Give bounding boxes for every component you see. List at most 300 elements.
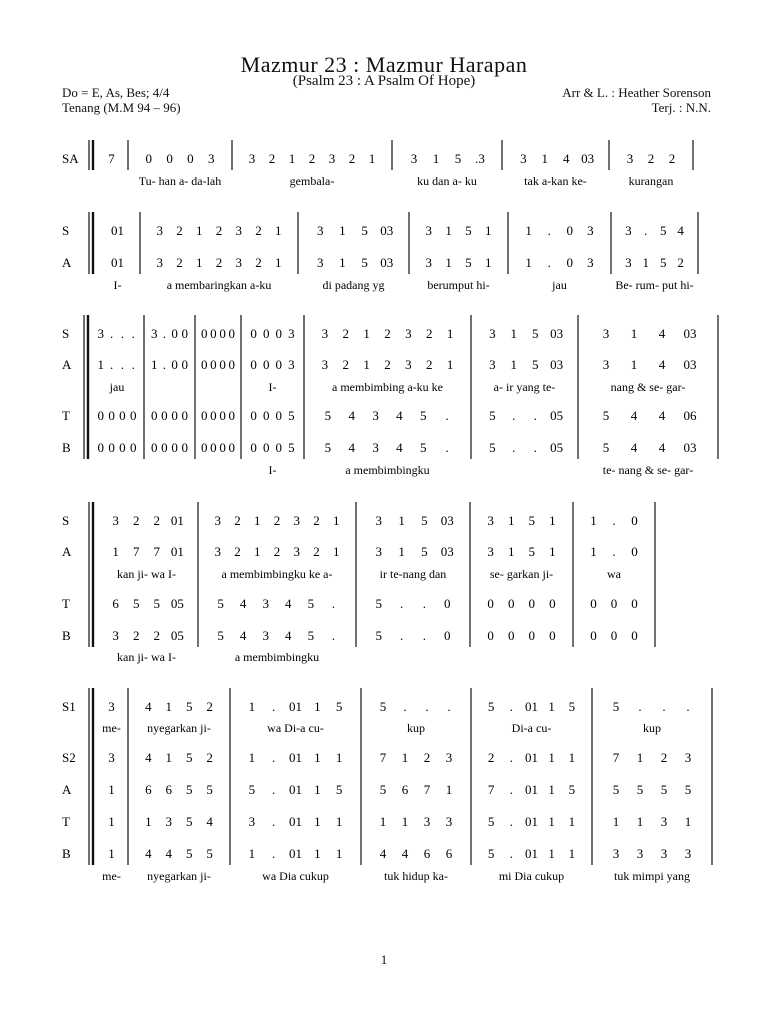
note: 3 — [626, 151, 634, 166]
note: 1 — [445, 223, 452, 238]
page-subtitle: (Psalm 23 : A Psalm Of Hope) — [292, 73, 476, 89]
note: 3 — [405, 357, 412, 372]
note: 3 — [425, 223, 433, 238]
note: 0 — [200, 326, 208, 341]
note: 1 — [636, 750, 644, 765]
note: 4 — [396, 408, 403, 423]
note: 3 — [316, 223, 324, 238]
note: 1 — [507, 544, 515, 559]
note: . — [131, 326, 135, 341]
note: 3 — [165, 814, 173, 829]
note: 1 — [630, 357, 638, 372]
note: 3 — [97, 326, 105, 341]
note: . — [120, 326, 125, 341]
note: 1 — [248, 846, 256, 861]
note: 1 — [398, 544, 405, 559]
note: 03 — [683, 440, 697, 455]
note: 3 — [248, 814, 256, 829]
voice-label: S — [62, 326, 70, 341]
note: 2 — [342, 357, 349, 372]
note: 01 — [289, 699, 302, 714]
note: 6 — [165, 782, 173, 797]
note: 01 — [170, 513, 184, 528]
note: 2 — [348, 151, 356, 166]
note: . — [272, 699, 276, 714]
note: 0 — [610, 596, 618, 611]
note: 1 — [108, 846, 115, 861]
note: 3 — [612, 846, 620, 861]
note: 3 — [602, 326, 610, 341]
note: . — [662, 699, 666, 714]
note: 0 — [443, 596, 451, 611]
note: 5 — [206, 846, 213, 861]
note: 1 — [636, 814, 644, 829]
note: . — [272, 750, 276, 765]
note: 03 — [550, 326, 564, 341]
note: 1 — [568, 750, 576, 765]
note: 0 — [161, 440, 168, 455]
note: 5 — [528, 513, 536, 528]
note: 01 — [525, 750, 538, 765]
note: 1 — [333, 513, 340, 528]
note: 3 — [587, 223, 594, 238]
note: . — [399, 596, 404, 611]
note: 1 — [335, 846, 343, 861]
note: 2 — [153, 513, 161, 528]
note: 3 — [625, 223, 632, 238]
lyric-text: a membimbingku — [345, 463, 430, 477]
note: . — [445, 408, 449, 423]
note: 5 — [421, 544, 428, 559]
note: . — [547, 223, 551, 238]
note: 01 — [289, 846, 302, 861]
note: . — [162, 326, 167, 341]
note: 0 — [228, 440, 236, 455]
note: 0 — [166, 151, 173, 166]
note: 5 — [487, 814, 495, 829]
note: 5 — [612, 782, 620, 797]
note: . — [533, 408, 537, 423]
note: 4 — [658, 440, 666, 455]
note: . — [509, 814, 513, 829]
note: 5 — [375, 628, 383, 643]
note: 2 — [215, 223, 223, 238]
note: 4 — [677, 223, 684, 238]
note: 3 — [375, 513, 383, 528]
note: 01 — [289, 782, 302, 797]
note: . — [403, 699, 407, 714]
note: 7 — [612, 750, 620, 765]
note: 3 — [112, 628, 119, 643]
note: 3 — [214, 544, 221, 559]
note: 3 — [489, 326, 496, 341]
lyric-text: wa Dia cukup — [262, 869, 329, 883]
note: 0 — [250, 440, 257, 455]
note: 01 — [170, 544, 184, 559]
note: 1 — [339, 223, 346, 238]
voice-label: S1 — [62, 699, 76, 714]
voice-label: T — [62, 814, 70, 829]
note: 3 — [293, 513, 300, 528]
note: 0 — [507, 596, 515, 611]
note: 0 — [200, 408, 208, 423]
note: 1 — [630, 326, 638, 341]
note: 0 — [145, 151, 153, 166]
note: 1 — [507, 513, 515, 528]
note: 5 — [288, 440, 295, 455]
note: 1 — [97, 357, 105, 372]
note: 3 — [248, 151, 256, 166]
note: 1 — [398, 513, 405, 528]
note: 5 — [660, 782, 668, 797]
lyric-text: a membimbingku ke a- — [221, 567, 333, 581]
voice-label: B — [62, 440, 71, 455]
note: 2 — [255, 255, 262, 270]
note: 0 — [210, 440, 217, 455]
note: 3 — [108, 699, 115, 714]
note: 0 — [119, 408, 126, 423]
note: 5 — [684, 782, 692, 797]
note: 7 — [108, 151, 115, 166]
note: 0 — [250, 408, 257, 423]
note: 5 — [132, 596, 140, 611]
note: 1 — [446, 326, 454, 341]
note: 5 — [454, 151, 462, 166]
note: 3 — [636, 846, 644, 861]
note: 2 — [176, 255, 183, 270]
note: 2 — [384, 326, 391, 341]
note: . — [331, 596, 336, 611]
note: 1 — [275, 255, 282, 270]
note: 4 — [206, 814, 213, 829]
voice-label: S — [62, 223, 70, 238]
note: 03 — [380, 255, 394, 270]
note: . — [425, 699, 429, 714]
note: 3 — [423, 814, 431, 829]
note: 1 — [368, 151, 376, 166]
lyric-text: a membaringkan a-ku — [166, 278, 272, 292]
note: 5 — [465, 255, 472, 270]
note: . — [109, 357, 114, 372]
note: 1 — [612, 814, 620, 829]
note: 3 — [288, 326, 295, 341]
note: 1 — [484, 223, 492, 238]
note: 1 — [108, 782, 115, 797]
note: 4 — [658, 357, 666, 372]
note: 01 — [289, 814, 302, 829]
note: 3 — [684, 846, 692, 861]
note: 5 — [487, 846, 495, 861]
note: 1 — [335, 814, 343, 829]
note: 1 — [548, 750, 555, 765]
note: . — [109, 326, 114, 341]
note: 0 — [171, 440, 178, 455]
note: 0 — [108, 440, 115, 455]
note: 01 — [525, 846, 538, 861]
note: 5 — [335, 782, 343, 797]
note: 03 — [550, 357, 564, 372]
lyric-text: kurangan — [628, 174, 674, 188]
note: 3 — [372, 440, 379, 455]
note: 05 — [550, 440, 564, 455]
voice-label: S2 — [62, 750, 76, 765]
lyric-text: kan ji- wa I- — [117, 567, 176, 581]
note: 2 — [426, 326, 433, 341]
lyric-text: berumput hi- — [427, 278, 490, 292]
note: 1 — [549, 513, 556, 528]
lyric-text: kan ji- wa I- — [117, 650, 176, 664]
note: 0 — [549, 596, 556, 611]
note: 4 — [379, 846, 387, 861]
note: 3 — [405, 326, 412, 341]
note: 01 — [525, 782, 538, 797]
note: 0 — [171, 408, 178, 423]
note: 1 — [568, 846, 576, 861]
note: 0 — [181, 357, 189, 372]
note: 4 — [396, 440, 403, 455]
note: 1 — [590, 544, 597, 559]
note: 2 — [384, 357, 391, 372]
note: 0 — [275, 357, 283, 372]
note: 5 — [335, 699, 343, 714]
note: .3 — [475, 151, 485, 166]
note: 1 — [335, 750, 343, 765]
note: 0 — [200, 357, 208, 372]
lyric-text: a- ir yang te- — [493, 380, 556, 394]
note: 5 — [489, 440, 496, 455]
note: 0 — [262, 408, 270, 423]
lyric-text: se- garkan ji- — [489, 567, 554, 581]
lyric-text: ku dan a- ku — [417, 174, 477, 188]
note: . — [533, 440, 537, 455]
note: . — [644, 223, 648, 238]
note: 03 — [683, 326, 697, 341]
note: 3 — [602, 357, 610, 372]
note: 0 — [219, 408, 226, 423]
note: 2 — [342, 326, 349, 341]
note: 4 — [165, 846, 173, 861]
note: . — [399, 628, 404, 643]
note: 0 — [228, 326, 236, 341]
note: 5 — [185, 750, 193, 765]
note: 1 — [112, 544, 119, 559]
voice-label: SA — [62, 151, 79, 166]
translator-credit: Terj. : N.N. — [651, 100, 711, 115]
note: 0 — [590, 596, 597, 611]
note: 2 — [255, 223, 262, 238]
note: 3 — [156, 223, 163, 238]
note: 1 — [196, 255, 203, 270]
voice-label: T — [62, 596, 70, 611]
note: 6 — [112, 596, 119, 611]
note: 03 — [440, 513, 454, 528]
note: 0 — [129, 408, 137, 423]
note: 5 — [636, 782, 644, 797]
note: 3 — [235, 223, 242, 238]
note: 3 — [293, 544, 300, 559]
note: 5 — [288, 408, 295, 423]
note: 3 — [316, 255, 324, 270]
note: 6 — [445, 846, 453, 861]
note: 3 — [375, 544, 383, 559]
note: 5 — [420, 408, 427, 423]
note: . — [509, 846, 513, 861]
note: 1 — [248, 699, 256, 714]
arranger-credit: Arr & L. : Heather Sorenson — [562, 85, 711, 100]
note: 2 — [660, 750, 668, 765]
lyric-text: Be- rum- put hi- — [615, 278, 694, 292]
lyric-text: tuk mimpi yang — [614, 869, 690, 883]
note: 03 — [380, 223, 394, 238]
note: 0 — [590, 628, 597, 643]
note: 5 — [361, 255, 368, 270]
note: . — [638, 699, 642, 714]
note: 1 — [248, 750, 256, 765]
note: 5 — [602, 408, 610, 423]
voice-label: S — [62, 513, 70, 528]
note: 4 — [145, 846, 152, 861]
note: 1 — [314, 782, 321, 797]
note: 3 — [587, 255, 594, 270]
note: 1 — [314, 699, 321, 714]
note: 5 — [307, 596, 315, 611]
note: 1 — [339, 255, 346, 270]
note: 1 — [254, 513, 261, 528]
note: 1 — [541, 151, 549, 166]
note: 4 — [658, 326, 666, 341]
lyric-text: ir te-nang dan — [379, 567, 447, 581]
note: 1 — [548, 846, 555, 861]
note: 0 — [181, 326, 189, 341]
note: 3 — [520, 151, 527, 166]
note: 4 — [239, 596, 247, 611]
note: 3 — [372, 408, 379, 423]
note: 7 — [487, 782, 495, 797]
lyric-text: Di-a cu- — [511, 721, 552, 735]
note: 1 — [196, 223, 203, 238]
note: 5 — [489, 408, 496, 423]
note: 3 — [112, 513, 119, 528]
note: 2 — [487, 750, 495, 765]
note: 0 — [566, 223, 574, 238]
note: 5 — [528, 544, 536, 559]
note: 03 — [440, 544, 454, 559]
lyric-text: nyegarkan ji- — [147, 721, 211, 735]
note: 3 — [235, 255, 242, 270]
note: 1 — [568, 814, 576, 829]
note: 2 — [313, 513, 320, 528]
note: 06 — [683, 408, 697, 423]
note: 2 — [215, 255, 223, 270]
note: 5 — [659, 223, 667, 238]
note: 6 — [401, 782, 409, 797]
note: 7 — [132, 544, 140, 559]
note: 5 — [421, 513, 428, 528]
lyric-text: I- — [268, 463, 277, 477]
note: 3 — [288, 357, 295, 372]
note: . — [509, 699, 513, 714]
note: 7 — [423, 782, 431, 797]
note: 5 — [612, 699, 620, 714]
lyric-text: nyegarkan ji- — [147, 869, 211, 883]
note: 1 — [165, 750, 173, 765]
note: 0 — [129, 440, 137, 455]
note: 1 — [445, 255, 452, 270]
note: 2 — [308, 151, 316, 166]
note: 0 — [275, 326, 283, 341]
note: 0 — [610, 628, 618, 643]
note: . — [422, 596, 427, 611]
note: 5 — [248, 782, 256, 797]
note: 1 — [363, 357, 370, 372]
note: 3 — [487, 513, 494, 528]
note: 0 — [200, 440, 208, 455]
note: 4 — [145, 750, 152, 765]
note: 03 — [581, 151, 595, 166]
note: 0 — [631, 513, 638, 528]
voice-label: T — [62, 408, 70, 423]
note: 0 — [119, 440, 126, 455]
note: 1 — [314, 750, 321, 765]
note: 5 — [206, 782, 213, 797]
note: 5 — [217, 596, 224, 611]
note: 3 — [108, 750, 115, 765]
note: 5 — [185, 846, 193, 861]
note: 2 — [426, 357, 433, 372]
note: 0 — [275, 440, 283, 455]
note: 4 — [401, 846, 409, 861]
note: 05 — [170, 596, 184, 611]
note: 0 — [97, 440, 105, 455]
note: 3 — [425, 255, 433, 270]
note: 4 — [630, 440, 638, 455]
note: . — [512, 408, 516, 423]
note: 0 — [250, 357, 257, 372]
voice-label: B — [62, 846, 71, 861]
lyric-text: me- — [102, 869, 121, 883]
note: 6 — [423, 846, 431, 861]
note: 1 — [165, 699, 173, 714]
note: 0 — [228, 357, 236, 372]
note: 3 — [214, 513, 221, 528]
note: 01 — [525, 814, 538, 829]
note: . — [331, 628, 336, 643]
note: 1 — [642, 255, 650, 270]
note: 0 — [150, 440, 158, 455]
lyric-text: te- nang & se- gar- — [602, 463, 694, 477]
note: 0 — [171, 326, 178, 341]
note: 1 — [432, 151, 440, 166]
note: . — [272, 782, 276, 797]
note: 0 — [219, 357, 226, 372]
note: 5 — [324, 440, 332, 455]
note: 0 — [262, 326, 270, 341]
note: 5 — [185, 699, 193, 714]
note: 0 — [108, 408, 115, 423]
note: 3 — [445, 750, 453, 765]
note: 0 — [210, 408, 217, 423]
note: 0 — [507, 628, 515, 643]
note: 0 — [161, 408, 168, 423]
note: 2 — [132, 513, 140, 528]
note: 5 — [153, 596, 161, 611]
note: 0 — [549, 628, 556, 643]
lyric-text: I- — [268, 380, 277, 394]
note: 1 — [333, 544, 340, 559]
note: 1 — [314, 814, 321, 829]
lyric-text: kup — [643, 721, 661, 735]
lyric-text: a membimbingku — [234, 650, 320, 664]
